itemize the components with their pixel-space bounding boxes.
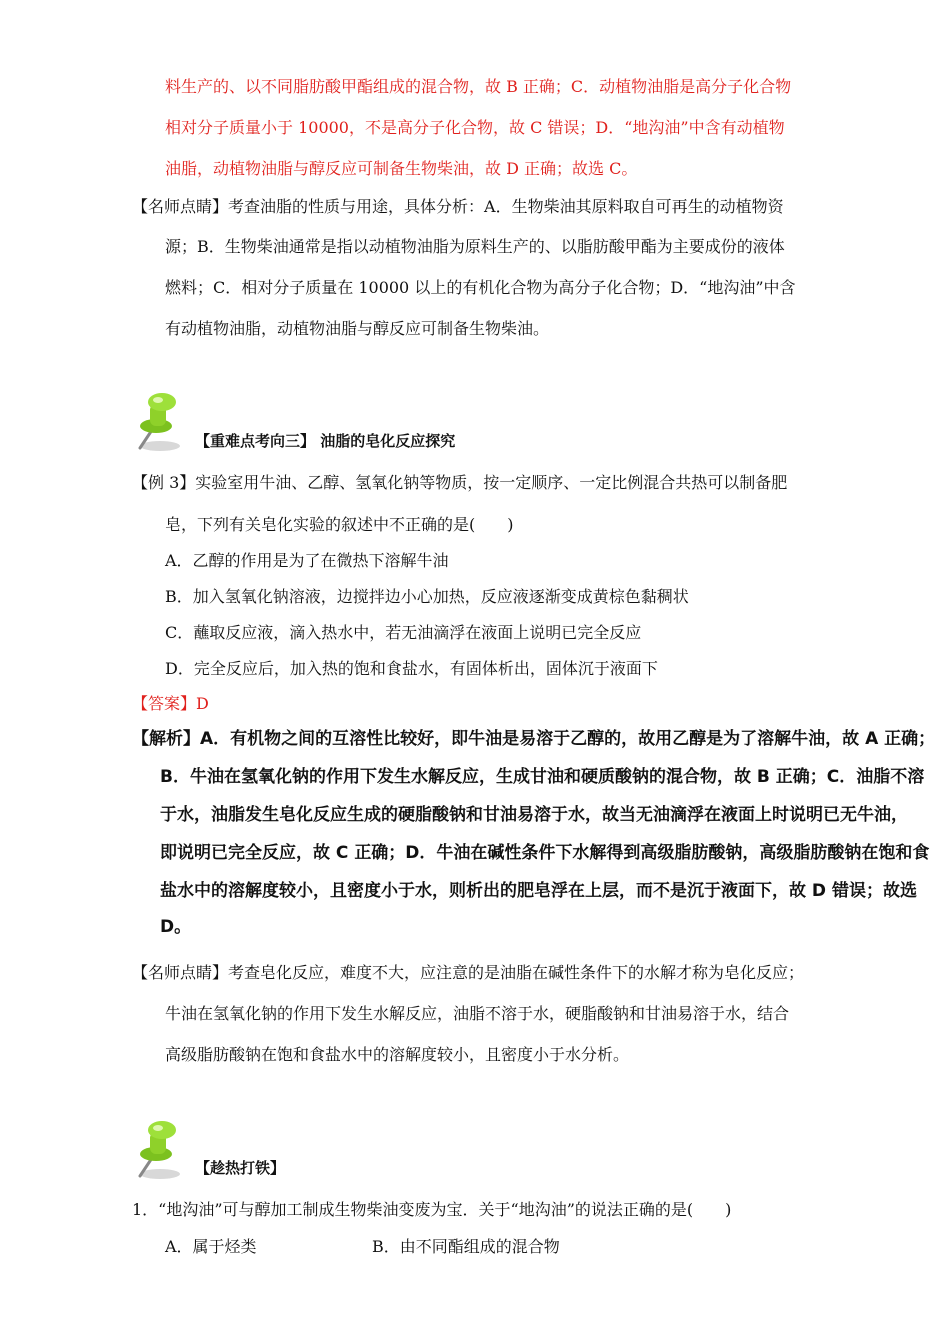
answer-text-line: 油脂，动植物油脂与醇反应可制备生物柴油，故 D 正确；故选 C。 — [165, 159, 638, 178]
teacher-tip-text-line: 高级脂肪酸钠在饱和食盐水中的溶解度较小，且密度小于水分析。 — [165, 1045, 630, 1064]
answer-value: D — [196, 694, 209, 713]
analysis-text-line: 即说明已完全反应，故 C 正确；D．牛油在碱性条件下水解得到高级脂肪酸钠，高级脂肪酸钠在饱和食 — [160, 843, 930, 863]
section-heading: 【重难点考向三】 油脂的皂化反应探究 — [195, 432, 456, 450]
teacher-tip-text-line: 牛油在氢氧化钠的作用下发生水解反应，油脂不溶于水，硬脂酸钠和甘油易溶于水，结合 — [165, 1004, 790, 1023]
teacher-tip-text-line: 有动植物油脂，动植物油脂与醇反应可制备生物柴油。 — [165, 319, 550, 338]
answer-line — [132, 693, 209, 715]
example-option: C．蘸取反应液，滴入热水中，若无油滴浮在液面上说明已完全反应 — [165, 623, 642, 642]
teacher-tip-text: 考查油脂的性质与用途，具体分析：A．生物柴油其原料取自可再生的动植物资 — [228, 197, 784, 216]
practice-option: A．属于烃类 — [165, 1237, 257, 1256]
analysis-text-line: B．牛油在氢氧化钠的作用下发生水解反应，生成甘油和硬质酸钠的混合物，故 B 正确；C．油脂不溶 — [160, 767, 925, 787]
teacher-tip-text-line: 源；B．生物柴油通常是指以动植物油脂为原料生产的、以脂肪酸甲酯为主要成份的液体 — [165, 237, 785, 256]
pushpin-icon — [130, 1118, 190, 1182]
teacher-tip-label: 【名师点睛】 — [132, 197, 229, 216]
analysis-text-line: 盐水中的溶解度较小，且密度小于水，则析出的肥皂浮在上层，而不是沉于液面下，故 D 错误；故选 — [160, 881, 917, 901]
teacher-tip-text: 考查皂化反应，难度不大，应注意的是油脂在碱性条件下的水解才称为皂化反应； — [228, 963, 805, 982]
answer-text-line: 料生产的、以不同脂肪酸甲酯组成的混合物，故 B 正确；C．动植物油脂是高分子化合物 — [165, 77, 792, 96]
analysis-text: A．有机物之间的互溶性比较好，即牛油是易溶于乙醇的，故用乙醇是为了溶解牛油，故 A 正确； — [200, 729, 936, 749]
analysis-line — [132, 728, 935, 750]
teacher-tip-text-line: 燃料；C．相对分子质量在 10000 以上的有机化合物为高分子化合物；D．“地沟油”中含 — [165, 278, 796, 297]
example-stem — [132, 472, 787, 494]
analysis-text-line: D。 — [160, 917, 192, 937]
example-stem-text: 实验室用牛油、乙醇、氢氧化钠等物质，按一定顺序、一定比例混合共热可以制备肥 — [195, 473, 788, 492]
teacher-tip-2 — [132, 962, 804, 984]
practice-heading: 【趁热打铁】 — [195, 1159, 286, 1177]
example-option: A．乙醇的作用是为了在微热下溶解牛油 — [165, 551, 449, 570]
example-stem-line: 皂，下列有关皂化实验的叙述中不正确的是( ) — [165, 515, 514, 534]
teacher-tip-1 — [132, 196, 784, 218]
analysis-label: 【解析】 — [132, 729, 200, 749]
answer-text-line: 相对分子质量小于 10000，不是高分子化合物，故 C 错误；D．“地沟油”中含有动植物 — [165, 118, 785, 137]
answer-label: 【答案】 — [132, 694, 197, 713]
practice-question: 1．“地沟油”可与醇加工制成生物柴油变废为宝．关于“地沟油”的说法正确的是( ) — [132, 1200, 732, 1219]
teacher-tip-label: 【名师点睛】 — [132, 963, 229, 982]
analysis-text-line: 于水，油脂发生皂化反应生成的硬脂酸钠和甘油易溶于水，故当无油滴浮在液面上时说明已无牛油， — [160, 805, 908, 825]
pushpin-icon — [130, 390, 190, 454]
example-option: B．加入氢氧化钠溶液，边搅拌边小心加热，反应液逐渐变成黄棕色黏稠状 — [165, 587, 689, 606]
practice-option: B．由不同酯组成的混合物 — [372, 1237, 560, 1256]
example-label: 【例 3】 — [132, 473, 196, 492]
example-option: D．完全反应后，加入热的饱和食盐水，有固体析出，固体沉于液面下 — [165, 659, 658, 678]
